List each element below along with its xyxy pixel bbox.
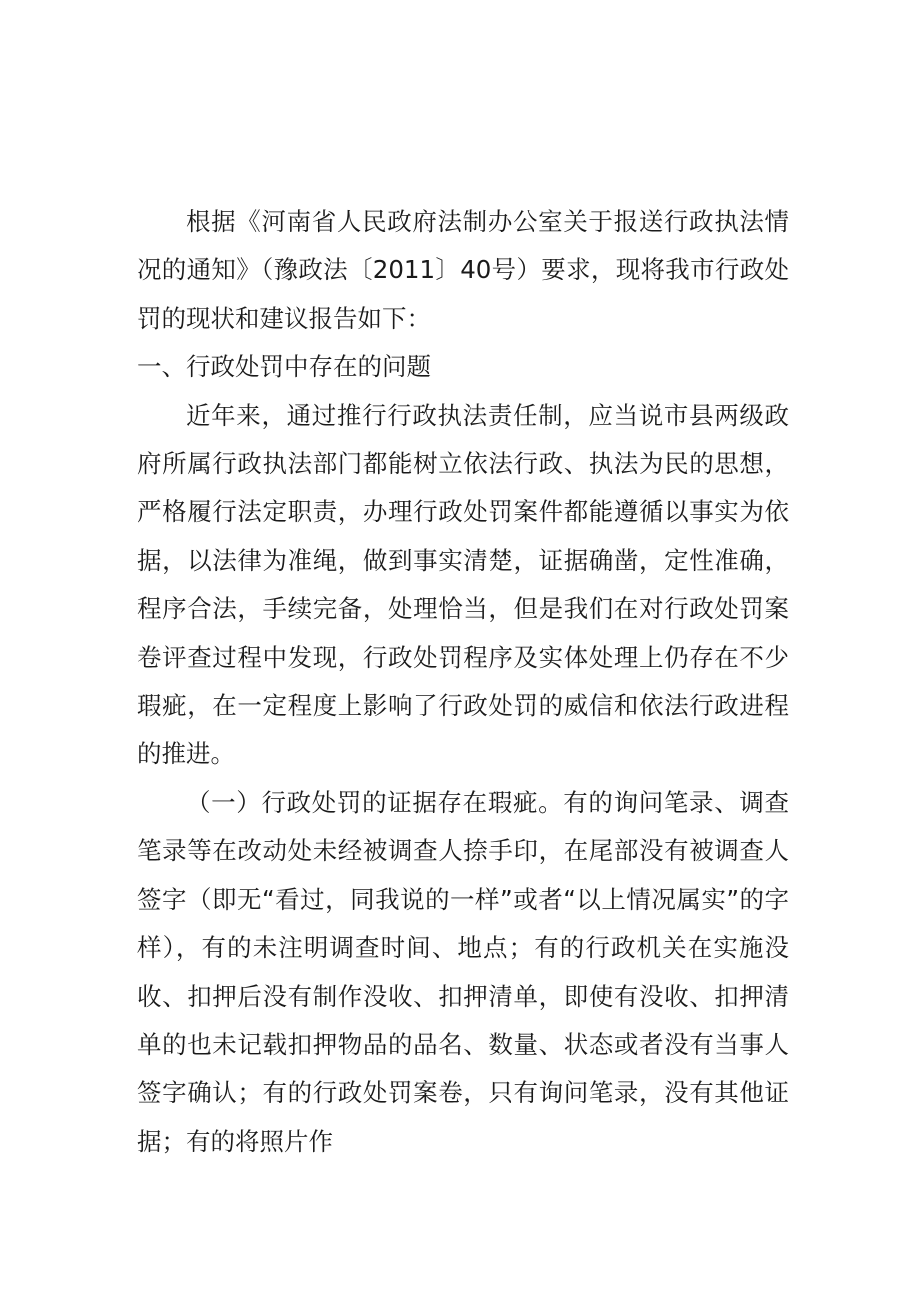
- intro-paragraph: 根据《河南省人民政府法制办公室关于报送行政执法情况的通知》（豫政法〔2011〕40号）要求，现将我市行政处罚的现状和建议报告如下：: [137, 207, 789, 333]
- document-page: [137, 198, 789, 1166]
- subsection-paragraph: （一）行政处罚的证据存在瑕疵。有的询问笔录、调查笔录等在改动处未经被调查人捺手印，在尾部没有被调查人签字（即无“看过，同我说的一样”或者“以上情况属实”的字样），有的未注明调查时间、地点；有的行政机关在实施没收、扣押后没有制作没收、扣押清单，即使有没收、扣押清单的也未记载扣押物品的品名、数量、状态或者没有当事人签字确认；有的行政处罚案卷，只有询问笔录，没有其他证据；有的将照片作: [137, 787, 789, 1156]
- section-heading: 一、行政处罚中存在的问题: [137, 352, 431, 382]
- section-paragraph: 近年来，通过推行行政执法责任制，应当说市县两级政府所属行政执法部门都能树立依法行政、执法为民的思想，严格履行法定职责，办理行政处罚案件都能遵循以事实为依据，以法律为准绳，做到事实清楚，证据确凿，定性准确，程序合法，手续完备，处理恰当，但是我们在对行政处罚案卷评查过程中发现，行政处罚程序及实体处理上仍存在不少瑕疵，在一定程度上影响了行政处罚的威信和依法行政进程的推进。: [137, 400, 789, 769]
